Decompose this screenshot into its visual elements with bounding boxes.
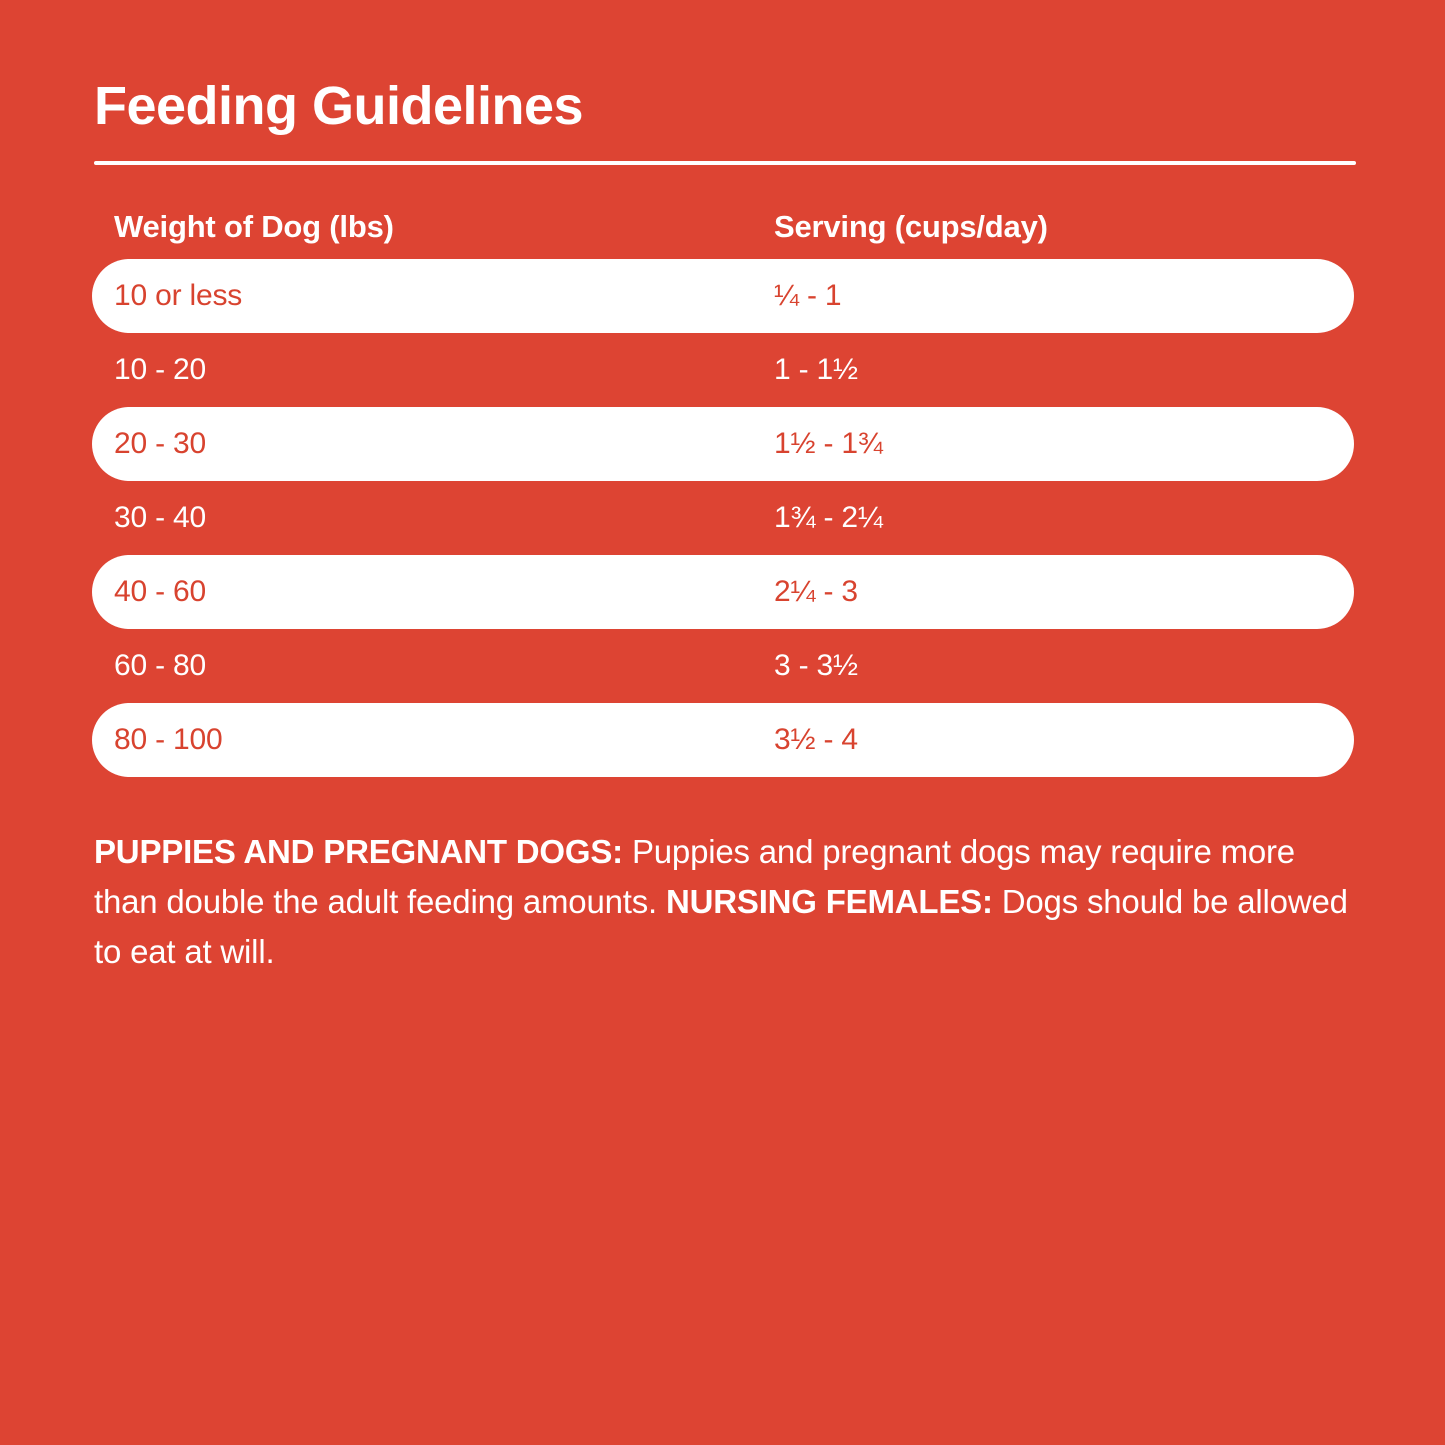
cell-weight: 10 - 20	[114, 352, 206, 386]
cell-weight: 60 - 80	[114, 648, 206, 682]
table-header-row	[92, 195, 1354, 259]
title-divider	[94, 161, 1356, 165]
cell-serving: 3 - 3½	[774, 648, 858, 682]
cell-weight: 80 - 100	[114, 722, 223, 756]
cell-weight: 40 - 60	[114, 574, 206, 608]
feeding-table	[92, 195, 1354, 777]
cell-serving: 2¼ - 3	[774, 574, 858, 608]
table-row	[92, 259, 1354, 333]
note-label-nursing: NURSING FEMALES:	[665, 882, 993, 920]
cell-serving: 3½ - 4	[774, 722, 858, 756]
table-row	[92, 407, 1354, 481]
cell-weight: 20 - 30	[114, 426, 206, 460]
note-text-nursing: Dogs should be allowed to eat at will.	[94, 882, 1348, 970]
note-label-puppies: PUPPIES AND PREGNANT DOGS:	[94, 832, 623, 870]
cell-weight: 30 - 40	[114, 500, 206, 534]
column-header-weight: Weight of Dog (lbs)	[114, 208, 394, 244]
table-row	[92, 629, 1354, 703]
cell-weight: 10 or less	[114, 278, 243, 312]
table-row	[92, 333, 1354, 407]
cell-serving: 1½ - 1¾	[774, 426, 883, 460]
cell-serving: 1 - 1½	[774, 352, 858, 386]
page-title: Feeding Guidelines	[94, 76, 584, 136]
table-row	[92, 481, 1354, 555]
feeding-note	[94, 827, 1364, 977]
note-text-puppies: Puppies and pregnant dogs may require more than double the adult feeding amounts.	[94, 832, 1295, 920]
table-row	[92, 555, 1354, 629]
column-header-serving: Serving (cups/day)	[774, 208, 1048, 244]
cell-serving: 1¾ - 2¼	[774, 500, 883, 534]
table-row	[92, 703, 1354, 777]
cell-serving: ¼ - 1	[774, 278, 842, 312]
